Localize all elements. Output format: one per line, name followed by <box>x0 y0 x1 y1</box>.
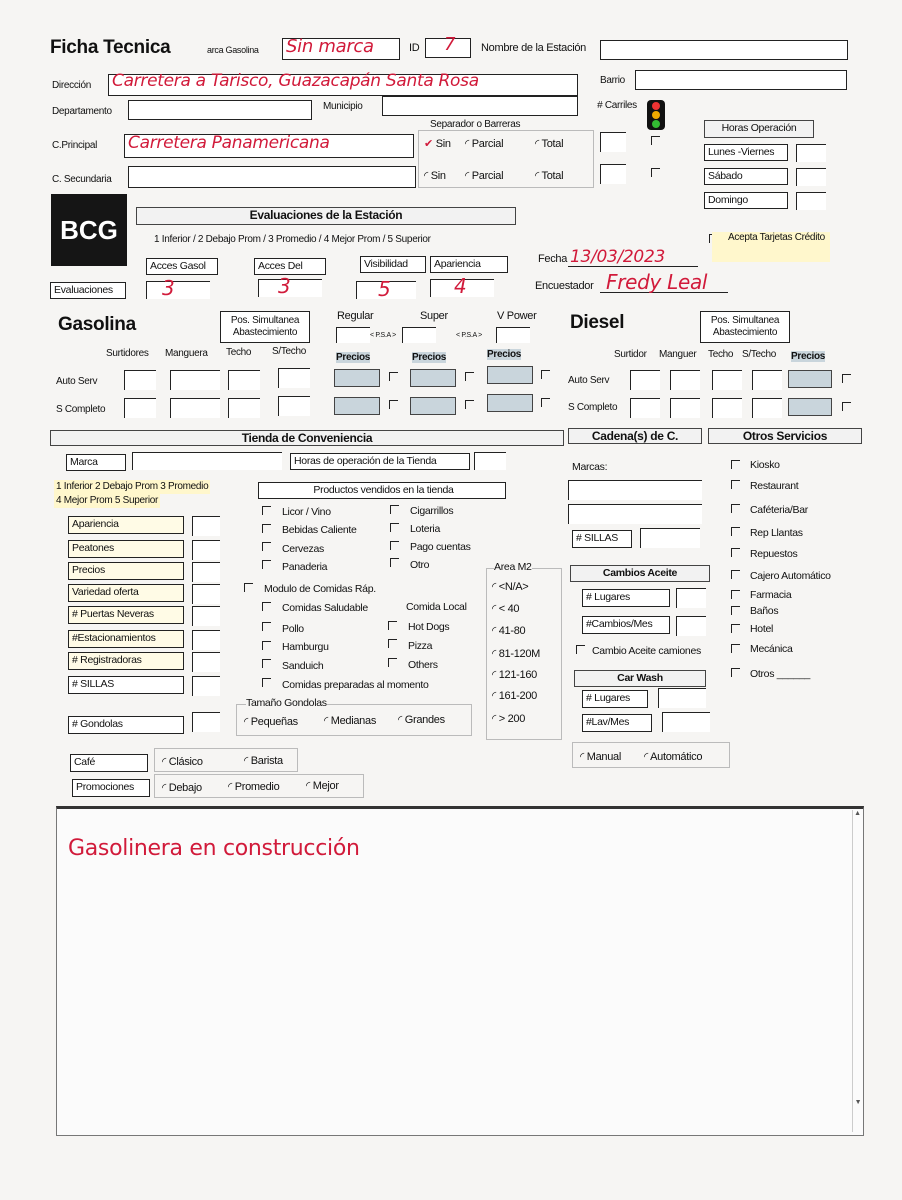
gas-precios-3: Precios <box>487 349 522 360</box>
csecundaria-field[interactable] <box>128 166 416 188</box>
gas-comp-precio-3[interactable] <box>487 394 533 412</box>
food-pizza-checkbox[interactable] <box>388 639 397 648</box>
area-title: Area M2 <box>494 561 532 573</box>
apariencia-eval-label: Apariencia <box>430 256 508 273</box>
svc-mecanica-label: Mecánica <box>750 643 793 655</box>
gas-auto-check-1[interactable] <box>389 372 398 381</box>
gas-auto-precio-2[interactable] <box>410 369 456 387</box>
gas-comp-stecho[interactable] <box>278 396 310 416</box>
separador-label: Separador o Barreras <box>430 119 521 130</box>
form-title: Ficha Tecnica <box>50 37 171 58</box>
carwash-lugares-label: # Lugares <box>582 690 648 708</box>
rating-precios-field[interactable] <box>192 562 220 582</box>
prod-panaderia-checkbox[interactable] <box>262 560 271 569</box>
barrio-field[interactable] <box>635 70 847 90</box>
registradoras-field[interactable] <box>192 652 220 672</box>
gas-comp-techo[interactable] <box>228 398 260 418</box>
prod-cigarrillos-checkbox[interactable] <box>390 505 399 514</box>
prod-loteria-checkbox[interactable] <box>390 523 399 532</box>
svc-banos-checkbox[interactable] <box>731 606 740 615</box>
nombre-label: Nombre de la Estación <box>481 42 586 54</box>
rating-variedad-field[interactable] <box>192 584 220 604</box>
departamento-label: Departamento <box>52 106 112 117</box>
diesel-title: Diesel <box>570 312 625 333</box>
svc-repuestos-label: Repuestos <box>750 548 798 560</box>
gondolas-count-field[interactable] <box>192 712 220 732</box>
svc-farmacia-checkbox[interactable] <box>731 590 740 599</box>
diesel-col-stecho: S/Techo <box>742 349 777 360</box>
horas-lunes-field[interactable] <box>796 144 826 162</box>
cafe-label: Café <box>70 754 148 772</box>
carwash-lav-field[interactable] <box>662 712 710 732</box>
food-pollo-label: Pollo <box>282 623 304 635</box>
saludable-label: Comidas Saludable <box>282 602 368 614</box>
gasolina-title: Gasolina <box>58 314 136 335</box>
prod-licor-label: Licor / Vino <box>282 506 331 518</box>
semaforo-2-checkbox[interactable] <box>651 168 660 177</box>
servicios-title: Otros Servicios <box>708 428 862 444</box>
food-sanduich-checkbox[interactable] <box>262 659 271 668</box>
diesel-comp-check[interactable] <box>842 402 851 411</box>
csecundaria-label: C. Secundaria <box>52 174 112 185</box>
svc-otros-label: Otros ______ <box>750 668 811 680</box>
evaluaciones-scale: 1 Inferior / 2 Debajo Prom / 3 Promedio / 4 Mejor Prom / 5 Superior <box>154 234 431 245</box>
marca-value: Sin marca <box>286 36 374 57</box>
diesel-col-techo: Techo <box>708 349 734 360</box>
aceite-camiones-checkbox[interactable] <box>576 645 585 654</box>
cadena-marcas-label: Marcas: <box>572 461 608 473</box>
svc-cafeteria-checkbox[interactable] <box>731 504 740 513</box>
puertas-neveras-field[interactable] <box>192 606 220 626</box>
area-81-120-radio[interactable]: ◜ 81-120M <box>492 648 541 660</box>
regular-label: Regular <box>337 310 374 322</box>
diesel-comp-surt[interactable] <box>630 398 660 418</box>
gas-auto-label: Auto Serv <box>56 376 98 387</box>
svc-hotel-label: Hotel <box>750 623 774 635</box>
notes-scrollbar[interactable]: ▲ ▼ <box>852 810 862 1132</box>
gondola-pequenas-radio[interactable]: ◜ Pequeñas <box>244 716 298 728</box>
svc-cajero-checkbox[interactable] <box>731 570 740 579</box>
gas-auto-techo[interactable] <box>228 370 260 390</box>
encuestador-label: Encuestador <box>535 280 594 292</box>
horas-domingo-field[interactable] <box>796 192 826 210</box>
promo-mejor-radio[interactable]: ◜ Mejor <box>306 780 339 792</box>
aceite-title: Cambios Aceite <box>570 565 710 582</box>
apariencia-eval-value: 4 <box>454 274 467 298</box>
diesel-completo-label: S Completo <box>568 402 618 413</box>
sep2-parcial-radio[interactable]: ◜ Parcial <box>465 170 504 182</box>
diesel-auto-stecho[interactable] <box>752 370 782 390</box>
cadena-marca-2-field[interactable] <box>568 504 702 524</box>
tienda-sillas-field[interactable] <box>192 676 220 696</box>
gas-auto-stecho[interactable] <box>278 368 310 388</box>
gas-comp-check-1[interactable] <box>389 400 398 409</box>
gondola-grandes-radio[interactable]: ◜ Grandes <box>398 714 445 726</box>
modulo-checkbox[interactable] <box>244 583 253 592</box>
diesel-comp-mang[interactable] <box>670 398 700 418</box>
carriles-label: # Carriles <box>597 100 637 111</box>
cprincipal-label: C.Principal <box>52 140 98 151</box>
acces-gasol-value: 3 <box>162 276 175 300</box>
tienda-title: Tienda de Conveniencia <box>50 430 564 446</box>
estacionamientos-label: #Estacionamientos <box>68 630 184 648</box>
rating-apariencia-field[interactable] <box>192 516 220 536</box>
super-label: Super <box>420 310 448 322</box>
promo-debajo-radio[interactable]: ◜ Debajo <box>162 782 202 794</box>
svc-llantas-checkbox[interactable] <box>731 527 740 536</box>
gas-col-surtidores: Surtidores <box>106 348 149 359</box>
direccion-value: Carretera a Tarisco, Guazacapán Santa Rosa <box>112 71 479 91</box>
food-hamburgu-checkbox[interactable] <box>262 641 271 650</box>
prod-cervezas-label: Cervezas <box>282 543 324 555</box>
bcg-logo: BCG <box>51 194 127 266</box>
svc-banos-label: Baños <box>750 605 779 617</box>
prod-bebidas-label: Bebidas Caliente <box>282 524 357 536</box>
rating-variedad-label: Variedad oferta <box>68 584 184 602</box>
productos-label: Productos vendidos en la tienda <box>258 482 506 499</box>
food-others-checkbox[interactable] <box>388 658 397 667</box>
cadena-sillas-label: # SILLAS <box>572 530 632 548</box>
marca-label: arca Gasolina <box>207 45 259 55</box>
diesel-auto-mang[interactable] <box>670 370 700 390</box>
carwash-auto-radio[interactable]: ◜ Automático <box>644 751 703 763</box>
food-hamburgu-label: Hamburgu <box>282 641 329 653</box>
diesel-comp-precio[interactable] <box>788 398 832 416</box>
gondolas-title: Tamaño Gondolas <box>246 697 327 709</box>
gas-comp-precio-1[interactable] <box>334 397 380 415</box>
prod-otro-checkbox[interactable] <box>390 558 399 567</box>
area-na-radio[interactable]: ◜ <N/A> <box>492 581 529 593</box>
gas-precios-2: Precios <box>412 352 447 363</box>
prod-cervezas-checkbox[interactable] <box>262 542 271 551</box>
gas-comp-precio-2[interactable] <box>410 397 456 415</box>
notes-text: Gasolinera en construcción <box>68 836 360 861</box>
tienda-horas-field[interactable] <box>474 452 506 470</box>
diesel-auto-check[interactable] <box>842 374 851 383</box>
gas-col-manguera: Manguera <box>165 348 208 359</box>
prod-pago-checkbox[interactable] <box>390 541 399 550</box>
acces-del-value: 3 <box>278 274 291 298</box>
svc-repuestos-checkbox[interactable] <box>731 548 740 557</box>
puertas-neveras-label: # Puertas Neveras <box>68 606 184 624</box>
sep2-total-radio[interactable]: ◜ Total <box>535 170 564 182</box>
carriles-2-field[interactable] <box>600 164 626 184</box>
registradoras-label: # Registradoras <box>68 652 184 670</box>
svc-kiosko-label: Kiosko <box>750 459 780 471</box>
prod-loteria-label: Loteria <box>410 523 441 535</box>
gas-auto-precio-3[interactable] <box>487 366 533 384</box>
carriles-1-field[interactable] <box>600 132 626 152</box>
visibilidad-label: Visibilidad <box>360 256 426 273</box>
traffic-light-icon <box>647 100 665 130</box>
id-label: ID <box>409 42 420 54</box>
rating-peatones-label: Peatones <box>68 540 184 558</box>
diesel-pos-label: Pos. Simultanea Abastecimiento <box>700 311 790 343</box>
prod-otro-label: Otro <box>410 559 430 571</box>
horas-sabado-label: Sábado <box>704 168 788 185</box>
svc-mecanica-checkbox[interactable] <box>731 644 740 653</box>
cadena-sillas-field[interactable] <box>640 528 700 548</box>
horas-title: Horas Operación <box>704 120 814 138</box>
vpower-pos-field[interactable] <box>496 327 530 343</box>
municipio-label: Municipio <box>323 101 363 112</box>
prod-pago-label: Pago cuentas <box>410 541 471 553</box>
fecha-label: Fecha <box>538 253 568 265</box>
area-41-80-radio[interactable]: ◜ 41-80 <box>492 625 526 637</box>
prod-bebidas-checkbox[interactable] <box>262 524 271 533</box>
gas-comp-check-3[interactable] <box>541 398 550 407</box>
sep2-sin-radio[interactable]: ◜ Sin <box>424 170 446 182</box>
id-value: 7 <box>444 34 456 55</box>
svc-farmacia-label: Farmacia <box>750 589 792 601</box>
diesel-comp-stecho[interactable] <box>752 398 782 418</box>
food-hotdogs-label: Hot Dogs <box>408 621 450 633</box>
departamento-field[interactable] <box>128 100 312 120</box>
svc-cajero-label: Cajero Automático <box>750 570 831 582</box>
evaluaciones-row-label: Evaluaciones <box>50 282 126 299</box>
aceite-lugares-field[interactable] <box>676 588 706 608</box>
food-others-label: Others <box>408 659 438 671</box>
rating-precios-label: Precios <box>68 562 184 580</box>
gas-comp-check-2[interactable] <box>465 400 474 409</box>
svc-cafeteria-label: Caféteria/Bar <box>750 504 808 516</box>
sep1-total-radio[interactable]: ◜ Total <box>535 138 564 150</box>
estacionamientos-field[interactable] <box>192 630 220 650</box>
tienda-sillas-label: # SILLAS <box>68 676 184 694</box>
gondola-medianas-radio[interactable]: ◜ Medianas <box>324 715 377 727</box>
vpower-label: V Power <box>497 310 537 322</box>
psa-1-label: < P.S.A > <box>370 332 396 339</box>
modulo-label: Modulo de Comidas Ráp. <box>264 583 376 595</box>
barrio-label: Barrio <box>600 75 625 86</box>
cprincipal-value: Carretera Panamericana <box>128 133 330 153</box>
gondolas-count-label: # Gondolas <box>68 716 184 734</box>
diesel-auto-label: Auto Serv <box>568 375 610 386</box>
tienda-scale-1: 1 Inferior 2 Debajo Prom 3 Promedio <box>56 481 209 492</box>
super-pos-field[interactable] <box>402 327 436 343</box>
svc-kiosko-checkbox[interactable] <box>731 460 740 469</box>
gas-completo-label: S Completo <box>56 404 106 415</box>
tienda-marca-field[interactable] <box>132 452 282 470</box>
aceite-cambios-field[interactable] <box>676 616 706 636</box>
visibilidad-value: 5 <box>378 277 391 301</box>
svc-restaurant-label: Restaurant <box>750 480 799 492</box>
psa-2-label: < P.S.A > <box>456 332 482 339</box>
gas-comp-surt[interactable] <box>124 398 156 418</box>
gas-col-techo: Techo <box>226 347 252 358</box>
gas-auto-mang[interactable] <box>170 370 220 390</box>
carwash-manual-radio[interactable]: ◜ Manual <box>580 751 621 763</box>
diesel-col-manguer: Manguer <box>659 349 697 360</box>
acces-del-label: Acces Del <box>254 258 326 275</box>
cafe-barista-radio[interactable]: ◜ Barista <box>244 755 283 767</box>
diesel-precios: Precios <box>791 351 826 362</box>
regular-pos-field[interactable] <box>336 327 370 343</box>
food-hotdogs-checkbox[interactable] <box>388 621 397 630</box>
gas-comp-mang[interactable] <box>170 398 220 418</box>
sep1-sin-radio[interactable]: ✔ Sin <box>424 138 451 150</box>
evaluaciones-title: Evaluaciones de la Estación <box>136 207 516 225</box>
carwash-lav-label: #Lav/Mes <box>582 714 652 732</box>
food-pollo-checkbox[interactable] <box>262 622 271 631</box>
aceite-cambios-label: #Cambios/Mes <box>582 616 670 634</box>
carwash-lugares-field[interactable] <box>658 688 706 708</box>
prod-panaderia-label: Panaderia <box>282 561 328 573</box>
promo-promedio-radio[interactable]: ◜ Promedio <box>228 781 280 793</box>
acces-gasol-field[interactable] <box>146 281 210 299</box>
svc-otros-checkbox[interactable] <box>731 668 740 677</box>
food-pizza-label: Pizza <box>408 640 433 652</box>
area-161-200-radio[interactable]: ◜ 161-200 <box>492 690 537 702</box>
preparadas-label: Comidas preparadas al momento <box>282 679 429 691</box>
diesel-col-surtidor: Surtidor <box>614 349 647 360</box>
cadena-title: Cadena(s) de C. <box>568 428 702 444</box>
gas-auto-check-2[interactable] <box>465 372 474 381</box>
rating-peatones-field[interactable] <box>192 540 220 560</box>
diesel-auto-techo[interactable] <box>712 370 742 390</box>
horas-sabado-field[interactable] <box>796 168 826 186</box>
sep1-parcial-radio[interactable]: ◜ Parcial <box>465 138 504 150</box>
carwash-title: Car Wash <box>574 670 706 687</box>
rating-apariencia-label: Apariencia <box>68 516 184 534</box>
gas-auto-check-3[interactable] <box>541 370 550 379</box>
prod-licor-checkbox[interactable] <box>262 506 271 515</box>
gas-auto-surt[interactable] <box>124 370 156 390</box>
direccion-label: Dirección <box>52 80 91 91</box>
comida-local-label: Comida Local <box>406 601 467 613</box>
svc-hotel-checkbox[interactable] <box>731 624 740 633</box>
svc-llantas-label: Rep Llantas <box>750 527 803 539</box>
horas-domingo-label: Domingo <box>704 192 788 209</box>
horas-lunes-label: Lunes -Viernes <box>704 144 788 161</box>
gasolina-pos-label: Pos. Simultanea Abastecimiento <box>220 311 310 343</box>
nombre-field[interactable] <box>600 40 848 60</box>
aceite-lugares-label: # Lugares <box>582 589 670 607</box>
gas-col-stecho: S/Techo <box>272 346 307 357</box>
diesel-auto-surt[interactable] <box>630 370 660 390</box>
tienda-horas-label: Horas de operación de la Tienda <box>290 453 470 470</box>
area-40-radio[interactable]: ◜ < 40 <box>492 603 520 615</box>
cadena-marca-1-field[interactable] <box>568 480 702 500</box>
diesel-auto-precio[interactable] <box>788 370 832 388</box>
saludable-checkbox[interactable] <box>262 602 271 611</box>
tienda-scale-2: 4 Mejor Prom 5 Superior <box>56 495 159 506</box>
food-sanduich-label: Sanduich <box>282 660 324 672</box>
fecha-value: 13/03/2023 <box>570 247 665 267</box>
aceite-camiones-label: Cambio Aceite camiones <box>592 645 701 657</box>
prod-cigarrillos-label: Cigarrillos <box>410 505 454 517</box>
promociones-label: Promociones <box>72 779 150 797</box>
preparadas-checkbox[interactable] <box>262 678 271 687</box>
area-121-160-radio[interactable]: ◜ 121-160 <box>492 669 537 681</box>
gas-auto-precio-1[interactable] <box>334 369 380 387</box>
encuestador-value: Fredy Leal <box>606 270 708 294</box>
area-200-radio[interactable]: ◜ > 200 <box>492 713 526 725</box>
tienda-marca-label: Marca <box>66 454 126 471</box>
svc-restaurant-checkbox[interactable] <box>731 480 740 489</box>
municipio-field[interactable] <box>382 96 578 116</box>
tarjetas-label: Acepta Tarjetas Crédito <box>712 232 830 262</box>
semaforo-1-checkbox[interactable] <box>651 136 660 145</box>
gas-precios-1: Precios <box>336 352 371 363</box>
diesel-comp-techo[interactable] <box>712 398 742 418</box>
acces-gasol-label: Acces Gasol <box>146 258 218 275</box>
cafe-clasico-radio[interactable]: ◜ Clásico <box>162 756 203 768</box>
